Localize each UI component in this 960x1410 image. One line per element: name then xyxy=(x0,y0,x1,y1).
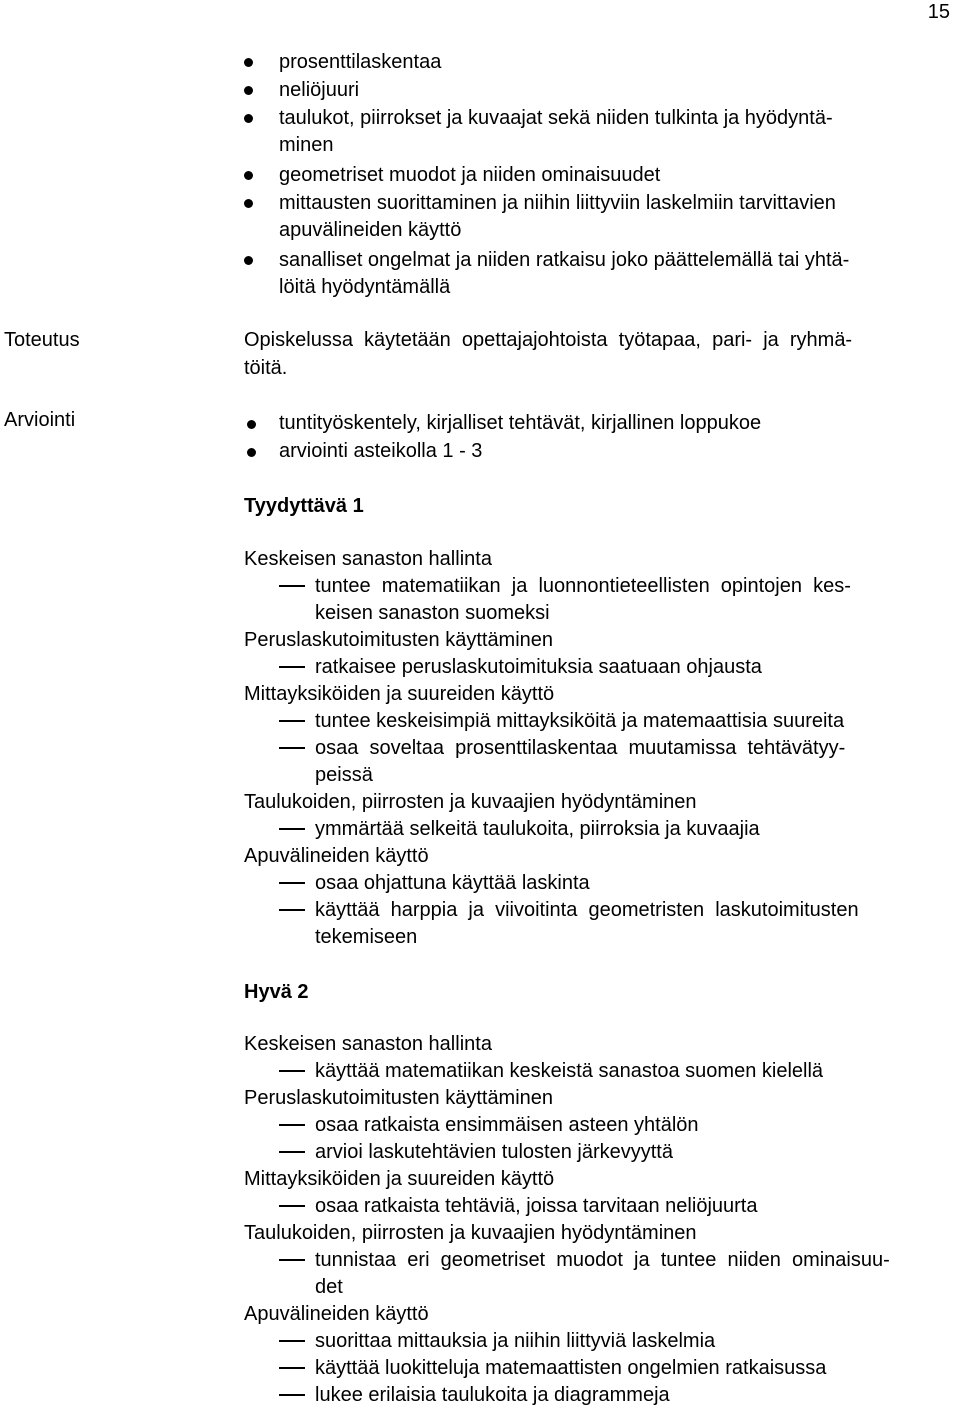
criterion-heading: Apuvälineiden käyttö xyxy=(244,1303,429,1325)
criterion-item-continuation: keisen sanaston suomeksi xyxy=(315,602,550,624)
criterion-heading: Keskeisen sanaston hallinta xyxy=(244,548,492,570)
criterion-item: osaa ratkaista ensimmäisen asteen yhtälön xyxy=(315,1114,699,1136)
criterion-item: osaa soveltaa prosenttilaskentaa muutamissa tehtävätyy- xyxy=(315,737,846,759)
criterion-item: tunnistaa eri geometriset muodot ja tuntee niiden ominaisuu- xyxy=(315,1249,890,1271)
criterion-heading: Apuvälineiden käyttö xyxy=(244,845,429,867)
bullet-icon xyxy=(244,114,253,123)
criterion-item: käyttää matematiikan keskeistä sanastoa suomen kielellä xyxy=(315,1060,824,1082)
criterion-heading: Peruslaskutoimitusten käyttäminen xyxy=(244,629,554,651)
criterion-heading: Mittayksiköiden ja suureiden käyttö xyxy=(244,683,555,705)
list-item: tuntityöskentely, kirjalliset tehtävät, kirjallinen loppukoe xyxy=(279,412,762,434)
list-item: sanalliset ongelmat ja niiden ratkaisu joko päättelemällä tai yhtä- xyxy=(279,249,850,271)
criterion-item: käyttää luokitteluja matemaattisten ongelmien ratkaisussa xyxy=(315,1357,827,1379)
toteutus-text: Opiskelussa käytetään opettajajohtoista työtapaa, pari- ja ryhmä- xyxy=(244,329,853,351)
criterion-item: osaa ratkaista tehtäviä, joissa tarvitaan neliöjuurta xyxy=(315,1195,758,1217)
criterion-item-continuation: tekemiseen xyxy=(315,926,418,948)
bullet-icon xyxy=(244,58,253,67)
dash-icon xyxy=(279,909,305,911)
list-item: taulukot, piirrokset ja kuvaajat sekä niiden tulkinta ja hyödyntä- xyxy=(279,107,833,129)
dash-icon xyxy=(279,1394,305,1396)
criterion-heading: Taulukoiden, piirrosten ja kuvaajien hyödyntäminen xyxy=(244,791,697,813)
section-label-toteutus: Toteutus xyxy=(4,329,80,351)
criterion-item-continuation: det xyxy=(315,1276,343,1298)
bullet-icon xyxy=(247,448,256,457)
criterion-heading: Taulukoiden, piirrosten ja kuvaajien hyödyntäminen xyxy=(244,1222,697,1244)
criterion-item-continuation: peissä xyxy=(315,764,373,786)
criterion-item: ratkaisee peruslaskutoimituksia saatuaan ohjausta xyxy=(315,656,762,678)
dash-icon xyxy=(279,1070,305,1072)
dash-icon xyxy=(279,1367,305,1369)
list-item: prosenttilaskentaa xyxy=(279,51,442,73)
dash-icon xyxy=(279,1124,305,1126)
criterion-heading: Peruslaskutoimitusten käyttäminen xyxy=(244,1087,554,1109)
criterion-item: tuntee matematiikan ja luonnontieteellisten opintojen kes- xyxy=(315,575,851,597)
list-item-continuation: apuvälineiden käyttö xyxy=(279,219,462,241)
list-item: arviointi asteikolla 1 - 3 xyxy=(279,440,483,462)
dash-icon xyxy=(279,828,305,830)
criterion-heading: Keskeisen sanaston hallinta xyxy=(244,1033,492,1055)
section-label-arviointi: Arviointi xyxy=(4,409,76,431)
list-item: mittausten suorittaminen ja niihin liittyviin laskelmiin tarvittavien xyxy=(279,192,836,214)
dash-icon xyxy=(279,1340,305,1342)
list-item-continuation: löitä hyödyntämällä xyxy=(279,276,451,298)
criterion-item: tuntee keskeisimpiä mittayksiköitä ja matemaattisia suureita xyxy=(315,710,845,732)
bullet-icon xyxy=(244,86,253,95)
criterion-heading: Mittayksiköiden ja suureiden käyttö xyxy=(244,1168,555,1190)
list-item: neliöjuuri xyxy=(279,79,360,101)
grade-heading: Tyydyttävä 1 xyxy=(244,495,364,517)
grade-heading: Hyvä 2 xyxy=(244,981,309,1003)
dash-icon xyxy=(279,1205,305,1207)
bullet-icon xyxy=(247,420,256,429)
bullet-icon xyxy=(244,199,253,208)
dash-icon xyxy=(279,882,305,884)
list-item: geometriset muodot ja niiden ominaisuudet xyxy=(279,164,661,186)
criterion-item: osaa ohjattuna käyttää laskinta xyxy=(315,872,590,894)
list-item-continuation: minen xyxy=(279,134,334,156)
bullet-icon xyxy=(244,171,253,180)
page-number: 15 xyxy=(927,1,950,23)
criterion-item: suorittaa mittauksia ja niihin liittyviä laskelmia xyxy=(315,1330,716,1352)
dash-icon xyxy=(279,1259,305,1261)
dash-icon xyxy=(279,720,305,722)
criterion-item: lukee erilaisia taulukoita ja diagrammeja xyxy=(315,1384,670,1406)
dash-icon xyxy=(279,747,305,749)
dash-icon xyxy=(279,585,305,587)
dash-icon xyxy=(279,666,305,668)
bullet-icon xyxy=(244,256,253,265)
criterion-item: arvioi laskutehtävien tulosten järkevyyttä xyxy=(315,1141,673,1163)
criterion-item: ymmärtää selkeitä taulukoita, piirroksia ja kuvaajia xyxy=(315,818,760,840)
dash-icon xyxy=(279,1151,305,1153)
toteutus-text: töitä. xyxy=(244,357,288,379)
criterion-item: käyttää harppia ja viivoitinta geometristen laskutoimitusten xyxy=(315,899,859,921)
